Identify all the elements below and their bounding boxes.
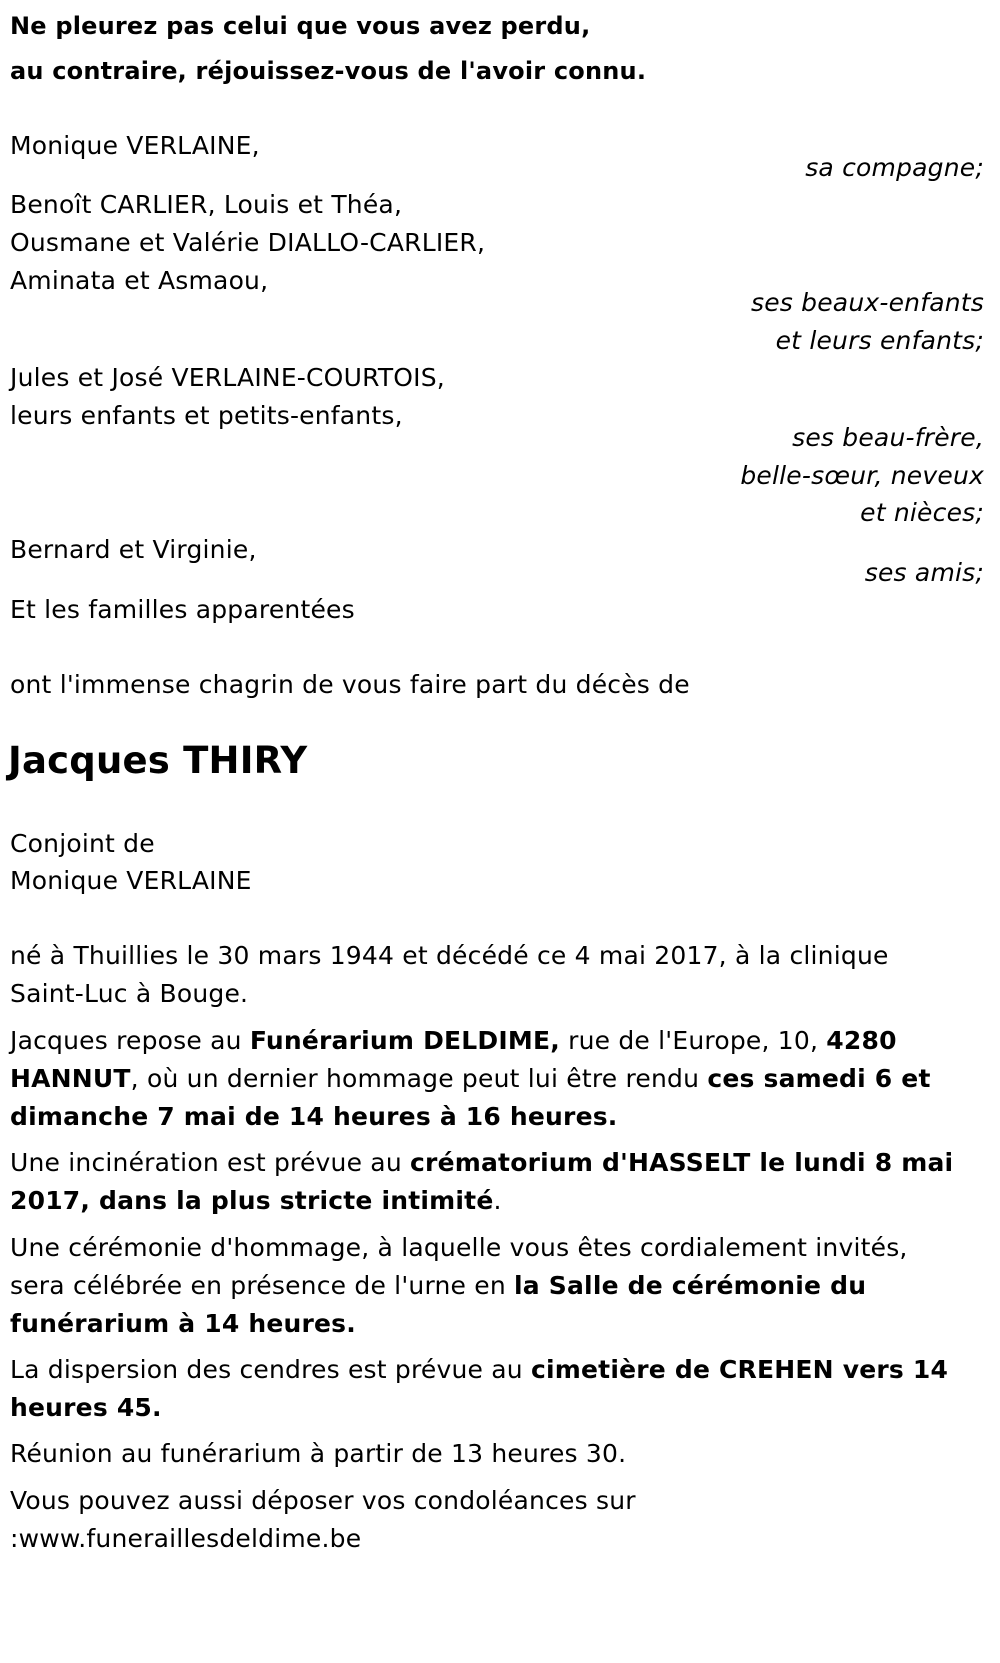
cremation-line-2: [10, 1182, 502, 1220]
ceremony-line-1: Une cérémonie d'hommage, à laquelle vous êtes cordialement invités,: [10, 1233, 908, 1262]
inlaws-line-2: leurs enfants et petits-enfants,: [10, 401, 403, 430]
quote-line-1: Ne pleurez pas celui que vous avez perdu,: [10, 12, 591, 40]
ashes-line-1: [10, 1351, 948, 1389]
city-name: HANNUT: [10, 1064, 131, 1093]
condolences-line-1: Vous pouvez aussi déposer vos condoléances sur: [10, 1486, 636, 1515]
tribute-dates: ces samedi 6 et: [707, 1064, 931, 1093]
ceremony-venue: la Salle de cérémonie du: [514, 1271, 867, 1300]
ceremony-line-3: [10, 1305, 356, 1343]
postal-code: 4280: [826, 1026, 897, 1055]
repose-line-2: [10, 1060, 931, 1098]
stepchildren-role-1: ses beaux-enfants: [750, 288, 984, 317]
inlaws-role-3: et nièces;: [860, 498, 984, 527]
ashes-line-2: [10, 1389, 162, 1427]
friends-role: ses amis;: [864, 558, 984, 587]
announcement-text: ont l'immense chagrin de vous faire part du décès de: [10, 670, 690, 699]
spouse-line-1: Conjoint de: [10, 829, 155, 858]
birth-death-line-2: Saint-Luc à Bouge.: [10, 979, 249, 1008]
inlaws-role-1: ses beau-frère,: [792, 423, 984, 452]
spouse-line-2: Monique VERLAINE: [10, 866, 252, 895]
inlaws-role-2: belle-sœur, neveux: [740, 461, 984, 490]
stepchildren-line-1: Benoît CARLIER, Louis et Théa,: [10, 190, 403, 219]
friends-name: Bernard et Virginie,: [10, 535, 257, 564]
tribute-text: , où un dernier hommage peut lui être rendu: [130, 1064, 708, 1093]
cremation-text: Une incinération est prévue au: [10, 1148, 411, 1177]
cemetery-info: cimetière de CREHEN vers 14: [530, 1355, 949, 1384]
ceremony-line-2: [10, 1267, 866, 1305]
repose-line-3: [10, 1098, 618, 1136]
stepchildren-line-3: Aminata et Asmaou,: [10, 266, 269, 295]
tribute-hours: dimanche 7 mai de 14 heures à 16 heures.: [10, 1102, 618, 1131]
partner-role: sa compagne;: [805, 153, 984, 182]
funerarium-name: Funérarium DELDIME,: [249, 1026, 560, 1055]
ceremony-time: funérarium à 14 heures.: [10, 1309, 356, 1338]
deceased-name: Jacques THIRY: [8, 739, 308, 782]
repose-text: Jacques repose au: [10, 1026, 250, 1055]
crematorium-info: crématorium d'HASSELT le lundi 8 mai: [410, 1148, 954, 1177]
repose-line-1: [10, 1022, 897, 1060]
quote-line-2: au contraire, réjouissez-vous de l'avoir connu.: [10, 57, 647, 85]
stepchildren-role-2: et leurs enfants;: [775, 326, 984, 355]
ashes-time: heures 45.: [10, 1393, 162, 1422]
inlaws-line-1: Jules et José VERLAINE-COURTOIS,: [10, 363, 445, 392]
cremation-line-1: [10, 1144, 953, 1182]
condolences-website[interactable]: :www.funeraillesdeldime.be: [10, 1524, 362, 1553]
related-families: Et les familles apparentées: [10, 595, 355, 624]
meeting-text: Réunion au funérarium à partir de 13 heures 30.: [10, 1439, 627, 1468]
funerarium-address: rue de l'Europe, 10,: [559, 1026, 827, 1055]
cremation-date: 2017, dans la plus stricte intimité: [10, 1186, 494, 1215]
partner-name: Monique VERLAINE,: [10, 131, 260, 160]
ashes-text: La dispersion des cendres est prévue au: [10, 1355, 531, 1384]
cremation-period: .: [493, 1186, 502, 1215]
stepchildren-line-2: Ousmane et Valérie DIALLO-CARLIER,: [10, 228, 486, 257]
birth-death-line-1: né à Thuillies le 30 mars 1944 et décédé ce 4 mai 2017, à la clinique: [10, 941, 889, 970]
ceremony-text: sera célébrée en présence de l'urne en: [10, 1271, 515, 1300]
